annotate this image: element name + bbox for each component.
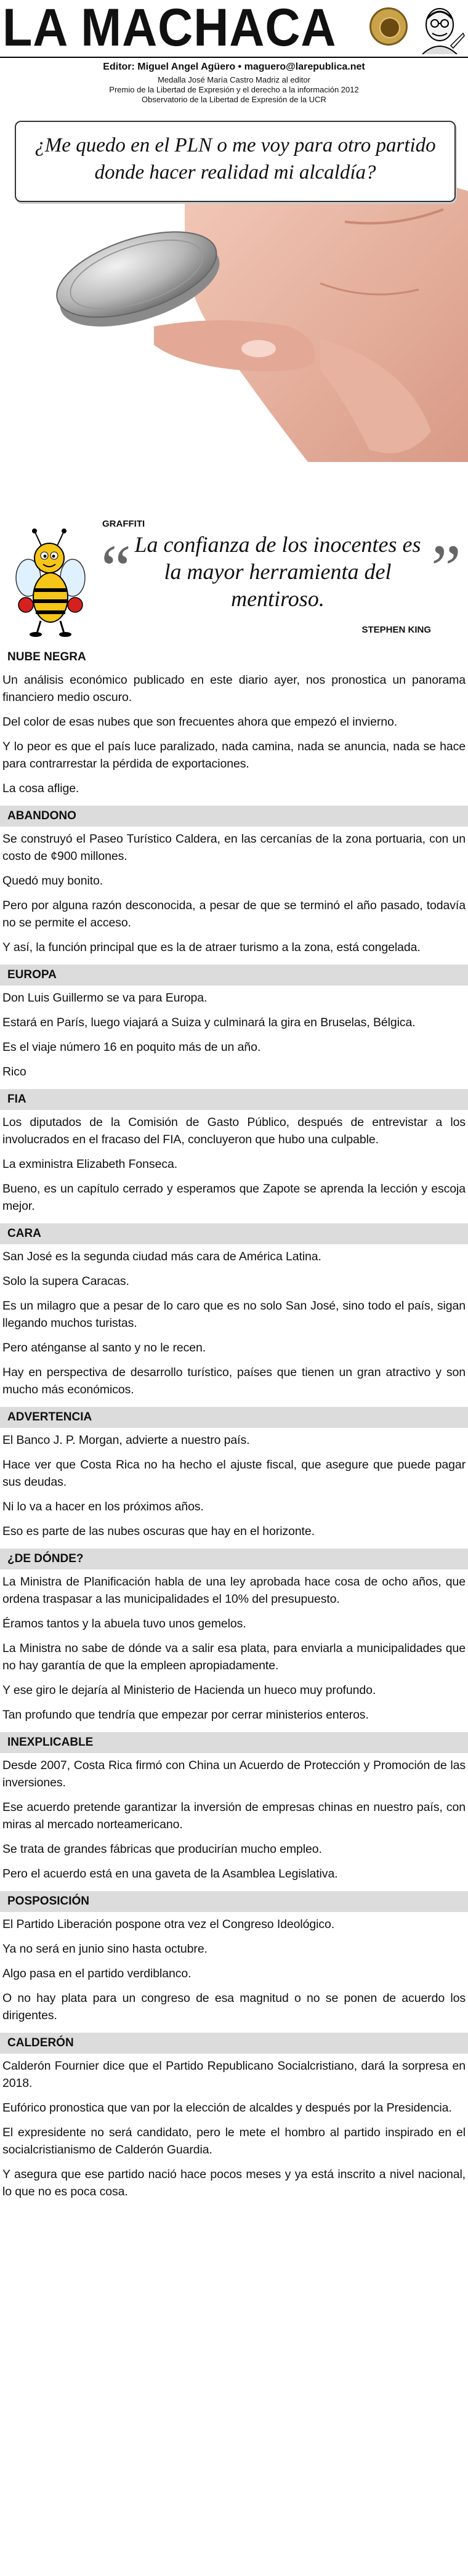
- brief-section: [0, 1089, 468, 1215]
- paragraph: Solo la supera Caracas.: [2, 1274, 129, 1288]
- section-heading: CALDERÓN: [0, 2033, 468, 2054]
- brief-section: [0, 647, 468, 797]
- paragraph: Eufórico pronostica que van por la elección de alcaldes y después por la Presidencia.: [2, 2101, 452, 2115]
- graffiti-quote: La confianza de los inocentes es la mayor herramienta del mentiroso.: [134, 532, 421, 611]
- paragraph: Don Luis Guillermo se va para Europa.: [2, 991, 208, 1005]
- graffiti-author: STEPHEN KING: [361, 625, 431, 635]
- paragraph: Eso es parte de las nubes oscuras que hay en el horizonte.: [2, 1525, 315, 1538]
- paragraph: Pero por alguna razón desconocida, a pesar de que se terminó el año pasado, todavía no se permite el acceso.: [2, 899, 466, 930]
- paragraph: Y lo peor es que el país luce paralizado, nada camina, nada se anuncia, nada se hace para contrarrestar la pérdida de exportaciones.: [2, 740, 466, 771]
- close-quote-icon: ”: [431, 531, 461, 606]
- paragraph: Ni lo va a hacer en los próximos años.: [2, 1500, 204, 1513]
- section-heading: EUROPA: [0, 965, 468, 986]
- masthead: [0, 0, 468, 58]
- paragraph: Tan profundo que tendría que empezar por cerrar ministerios enteros.: [2, 1708, 369, 1722]
- paragraph: Se trata de grandes fábricas que producirían mucho empleo.: [2, 1842, 322, 1856]
- paragraph: La Ministra de Planificación habla de una ley aprobada hace cosa de ocho años, que ordena traspasar a las municipalidades el 10% del presupuesto.: [2, 1575, 466, 1606]
- boxing-bee-mascot-icon: [14, 529, 87, 637]
- paragraph: Ese acuerdo pretende garantizar la inversión de empresas chinas en nuestro país, con miras al mercado norteamericano.: [2, 1800, 466, 1831]
- paragraph: Algo pasa en el partido verdiblanco.: [2, 1967, 192, 1980]
- section-heading: INEXPLICABLE: [0, 1732, 468, 1753]
- brief-section: [0, 2033, 468, 2200]
- paragraph: Del color de esas nubes que son frecuentes ahora que empezó el invierno.: [2, 715, 398, 729]
- section-heading: ABANDONO: [0, 806, 468, 827]
- medal-seal-icon: [369, 7, 408, 46]
- paragraph: Se construyó el Paseo Turístico Caldera, en las cercanías de la zona portuaria, con un costo de ¢900 millones.: [2, 832, 466, 863]
- paragraph: Es un milagro que a pesar de lo caro que es no solo San José, sino todo el país, sigan llegando muchos turistas.: [2, 1299, 466, 1330]
- paragraph: Quedó muy bonito.: [2, 874, 103, 888]
- paragraph: El Banco J. P. Morgan, advierte a nuestro país.: [2, 1433, 250, 1447]
- paragraph: La cosa aflige.: [2, 782, 79, 795]
- editor-caricature-icon: [414, 2, 466, 54]
- brief-section: [0, 1891, 468, 2024]
- credit-line: Observatorio de la Libertad de Expresión de la UCR: [142, 95, 326, 104]
- section-heading: ¿DE DÓNDE?: [0, 1549, 468, 1569]
- paragraph: Calderón Fournier dice que el Partido Republicano Socialcristiano, dará la sorpresa en 2018.: [2, 2059, 466, 2090]
- paragraph: La exministra Elizabeth Fonseca.: [2, 1157, 178, 1171]
- paragraph: O no hay plata para un congreso de esa magnitud o no se ponen de acuerdo los dirigentes.: [2, 1991, 466, 2022]
- paragraph: Hace ver que Costa Rica no ha hecho el ajuste fiscal, que asegure que puede pagar sus deudas.: [2, 1458, 466, 1489]
- brief-section: [0, 965, 468, 1080]
- paragraph: El expresidente no será candidato, pero le mete el hombro al partido inspirado en el socialcristianismo de Calderón Guardia.: [2, 2126, 466, 2157]
- brief-section: [0, 806, 468, 956]
- paragraph: Rico: [2, 1065, 26, 1079]
- column-title: LA MACHACA: [2, 0, 337, 57]
- paragraph: San José es la segunda ciudad más cara de América Latina.: [2, 1250, 321, 1263]
- brief-section: [0, 1732, 468, 1882]
- paragraph: Es el viaje número 16 en poquito más de un año.: [2, 1040, 261, 1054]
- paragraph: Ya no será en junio sino hasta octubre.: [2, 1942, 208, 1956]
- paragraph: Estará en París, luego viajará a Suiza y culminará la gira en Bruselas, Bélgica.: [2, 1016, 416, 1029]
- brief-section: [0, 1223, 468, 1398]
- brief-section: [0, 1549, 468, 1723]
- paragraph: Desde 2007, Costa Rica firmó con China un Acuerdo de Protección y Promoción de las inversiones.: [2, 1759, 466, 1789]
- credit-line: Medalla José María Castro Madriz al editor: [158, 75, 310, 84]
- section-heading: ADVERTENCIA: [0, 1407, 468, 1428]
- brief-sections: [0, 647, 468, 2209]
- paragraph: Bueno, es un capítulo cerrado y esperamos que Zapote se aprenda la lección y escoja mejor.: [2, 1182, 466, 1213]
- credit-line: Premio de la Libertad de Expresión y el derecho a la información 2012: [109, 85, 359, 94]
- graffiti-block: [0, 515, 468, 644]
- section-heading: POSPOSICIÓN: [0, 1891, 468, 1912]
- paragraph: El Partido Liberación pospone otra vez el Congreso Ideológico.: [2, 1918, 335, 1931]
- question-bubble: [15, 121, 456, 202]
- paragraph: Y así, la función principal que es la de atraer turismo a la zona, está congelada.: [2, 941, 421, 954]
- paragraph: Y asegura que ese partido nació hace pocos meses y ya está inscrito a nivel nacional, lo que no es poca cosa.: [2, 2168, 466, 2198]
- question-text: ¿Me quedo en el PLN o me voy para otro partido donde hacer realidad mi alcaldía?: [34, 134, 436, 184]
- editor-line: Editor: Miguel Angel Agüero • maguero@larepublica.net: [103, 62, 365, 72]
- paragraph: Pero el acuerdo está en una gaveta de la Asamblea Legislativa.: [2, 1867, 338, 1881]
- open-quote-icon: “: [101, 531, 131, 606]
- paragraph: Pero aténganse al santo y no le recen.: [2, 1341, 206, 1355]
- section-heading: NUBE NEGRA: [0, 647, 468, 668]
- credits-block: [0, 58, 468, 115]
- section-heading: FIA: [0, 1089, 468, 1110]
- paragraph: La Ministra no sabe de dónde va a salir esa plata, para enviarla a municipalidades que no hay garantía de que la empleen apropiadamente.: [2, 1642, 466, 1672]
- paragraph: Éramos tantos y la abuela tuvo unos gemelos.: [2, 1617, 246, 1630]
- brief-section: [0, 1407, 468, 1540]
- section-heading: CARA: [0, 1223, 468, 1244]
- graffiti-label: GRAFFITI: [102, 519, 145, 529]
- paragraph: Hay en perspectiva de desarrollo turístico, países que tienen un gran atractivo y son mucho más económicos.: [2, 1366, 466, 1396]
- paragraph: Un análisis económico publicado en este diario ayer, nos pronostica un panorama financiero medio oscuro.: [2, 673, 466, 704]
- paragraph: Los diputados de la Comisión de Gasto Público, después de entrevistar a los involucrados en el fracaso del FIA, concluyeron que hubo una culpable.: [2, 1116, 466, 1146]
- paragraph: Y ese giro le dejaría al Ministerio de Hacienda un hueco muy profundo.: [2, 1683, 376, 1697]
